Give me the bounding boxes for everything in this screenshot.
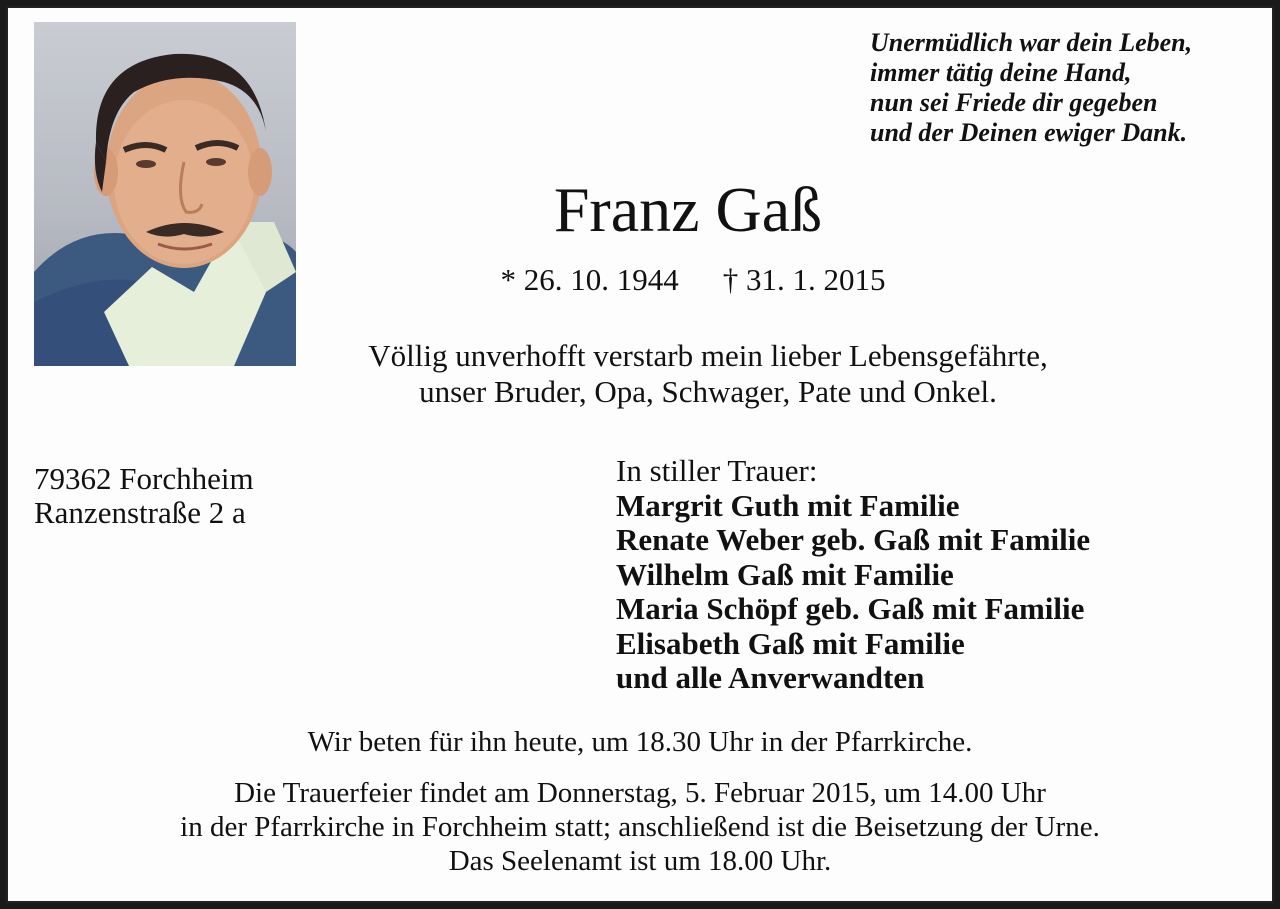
portrait-photo [34, 22, 296, 366]
ceremony-line: Die Trauerfeier findet am Donnerstag, 5. Februar 2015, um 14.00 Uhr [234, 777, 1046, 809]
deceased-name: Franz Gaß [553, 174, 823, 245]
funeral-details [8, 776, 1272, 878]
poem-line: immer tätig deine Hand, [870, 58, 1132, 87]
mourner-name: und alle Anverwandten [616, 660, 925, 695]
poem-line: Unermüdlich war dein Leben, [870, 28, 1193, 57]
poem-line: und der Deinen ewiger Dank. [870, 118, 1188, 147]
mourner-name: Margrit Guth mit Familie [616, 487, 960, 523]
address-city: 79362 Forchheim [34, 461, 254, 496]
memorial-poem [870, 28, 1192, 148]
mourners-intro: In stiller Trauer: [616, 453, 818, 488]
mourners-list [616, 454, 1090, 696]
poem-line: nun sei Friede dir gegeben [870, 88, 1158, 117]
portrait-illustration [34, 22, 296, 366]
mourner-name: Elisabeth Gaß mit Familie [616, 625, 965, 661]
death-announcement [298, 338, 1118, 410]
ceremony-line: in der Pfarrkirche in Forchheim statt; anschließend ist die Beisetzung der Urne. [180, 811, 1100, 843]
mourner-name: Wilhelm Gaß mit Familie [616, 556, 954, 592]
mourner-name: Maria Schöpf geb. Gaß mit Familie [616, 591, 1085, 626]
mourner-name: Renate Weber geb. Gaß mit Familie [616, 522, 1091, 557]
address-street: Ranzenstraße 2 a [34, 495, 246, 530]
announcement-line: Völlig unverhofft verstarb mein lieber Lebensgefährte, [368, 338, 1048, 373]
mourning-address [34, 462, 254, 530]
death-date: † 31. 1. 2015 [722, 262, 886, 297]
announcement-line: unser Bruder, Opa, Schwager, Pate und Onkel. [419, 374, 997, 409]
ceremony-line: Das Seelenamt ist um 18.00 Uhr. [448, 845, 832, 877]
prayer-notice: Wir beten für ihn heute, um 18.30 Uhr in der Pfarrkirche. [307, 726, 973, 758]
life-dates [298, 260, 1088, 300]
obituary-notice [6, 6, 1274, 903]
birth-date: * 26. 10. 1944 [500, 262, 679, 297]
